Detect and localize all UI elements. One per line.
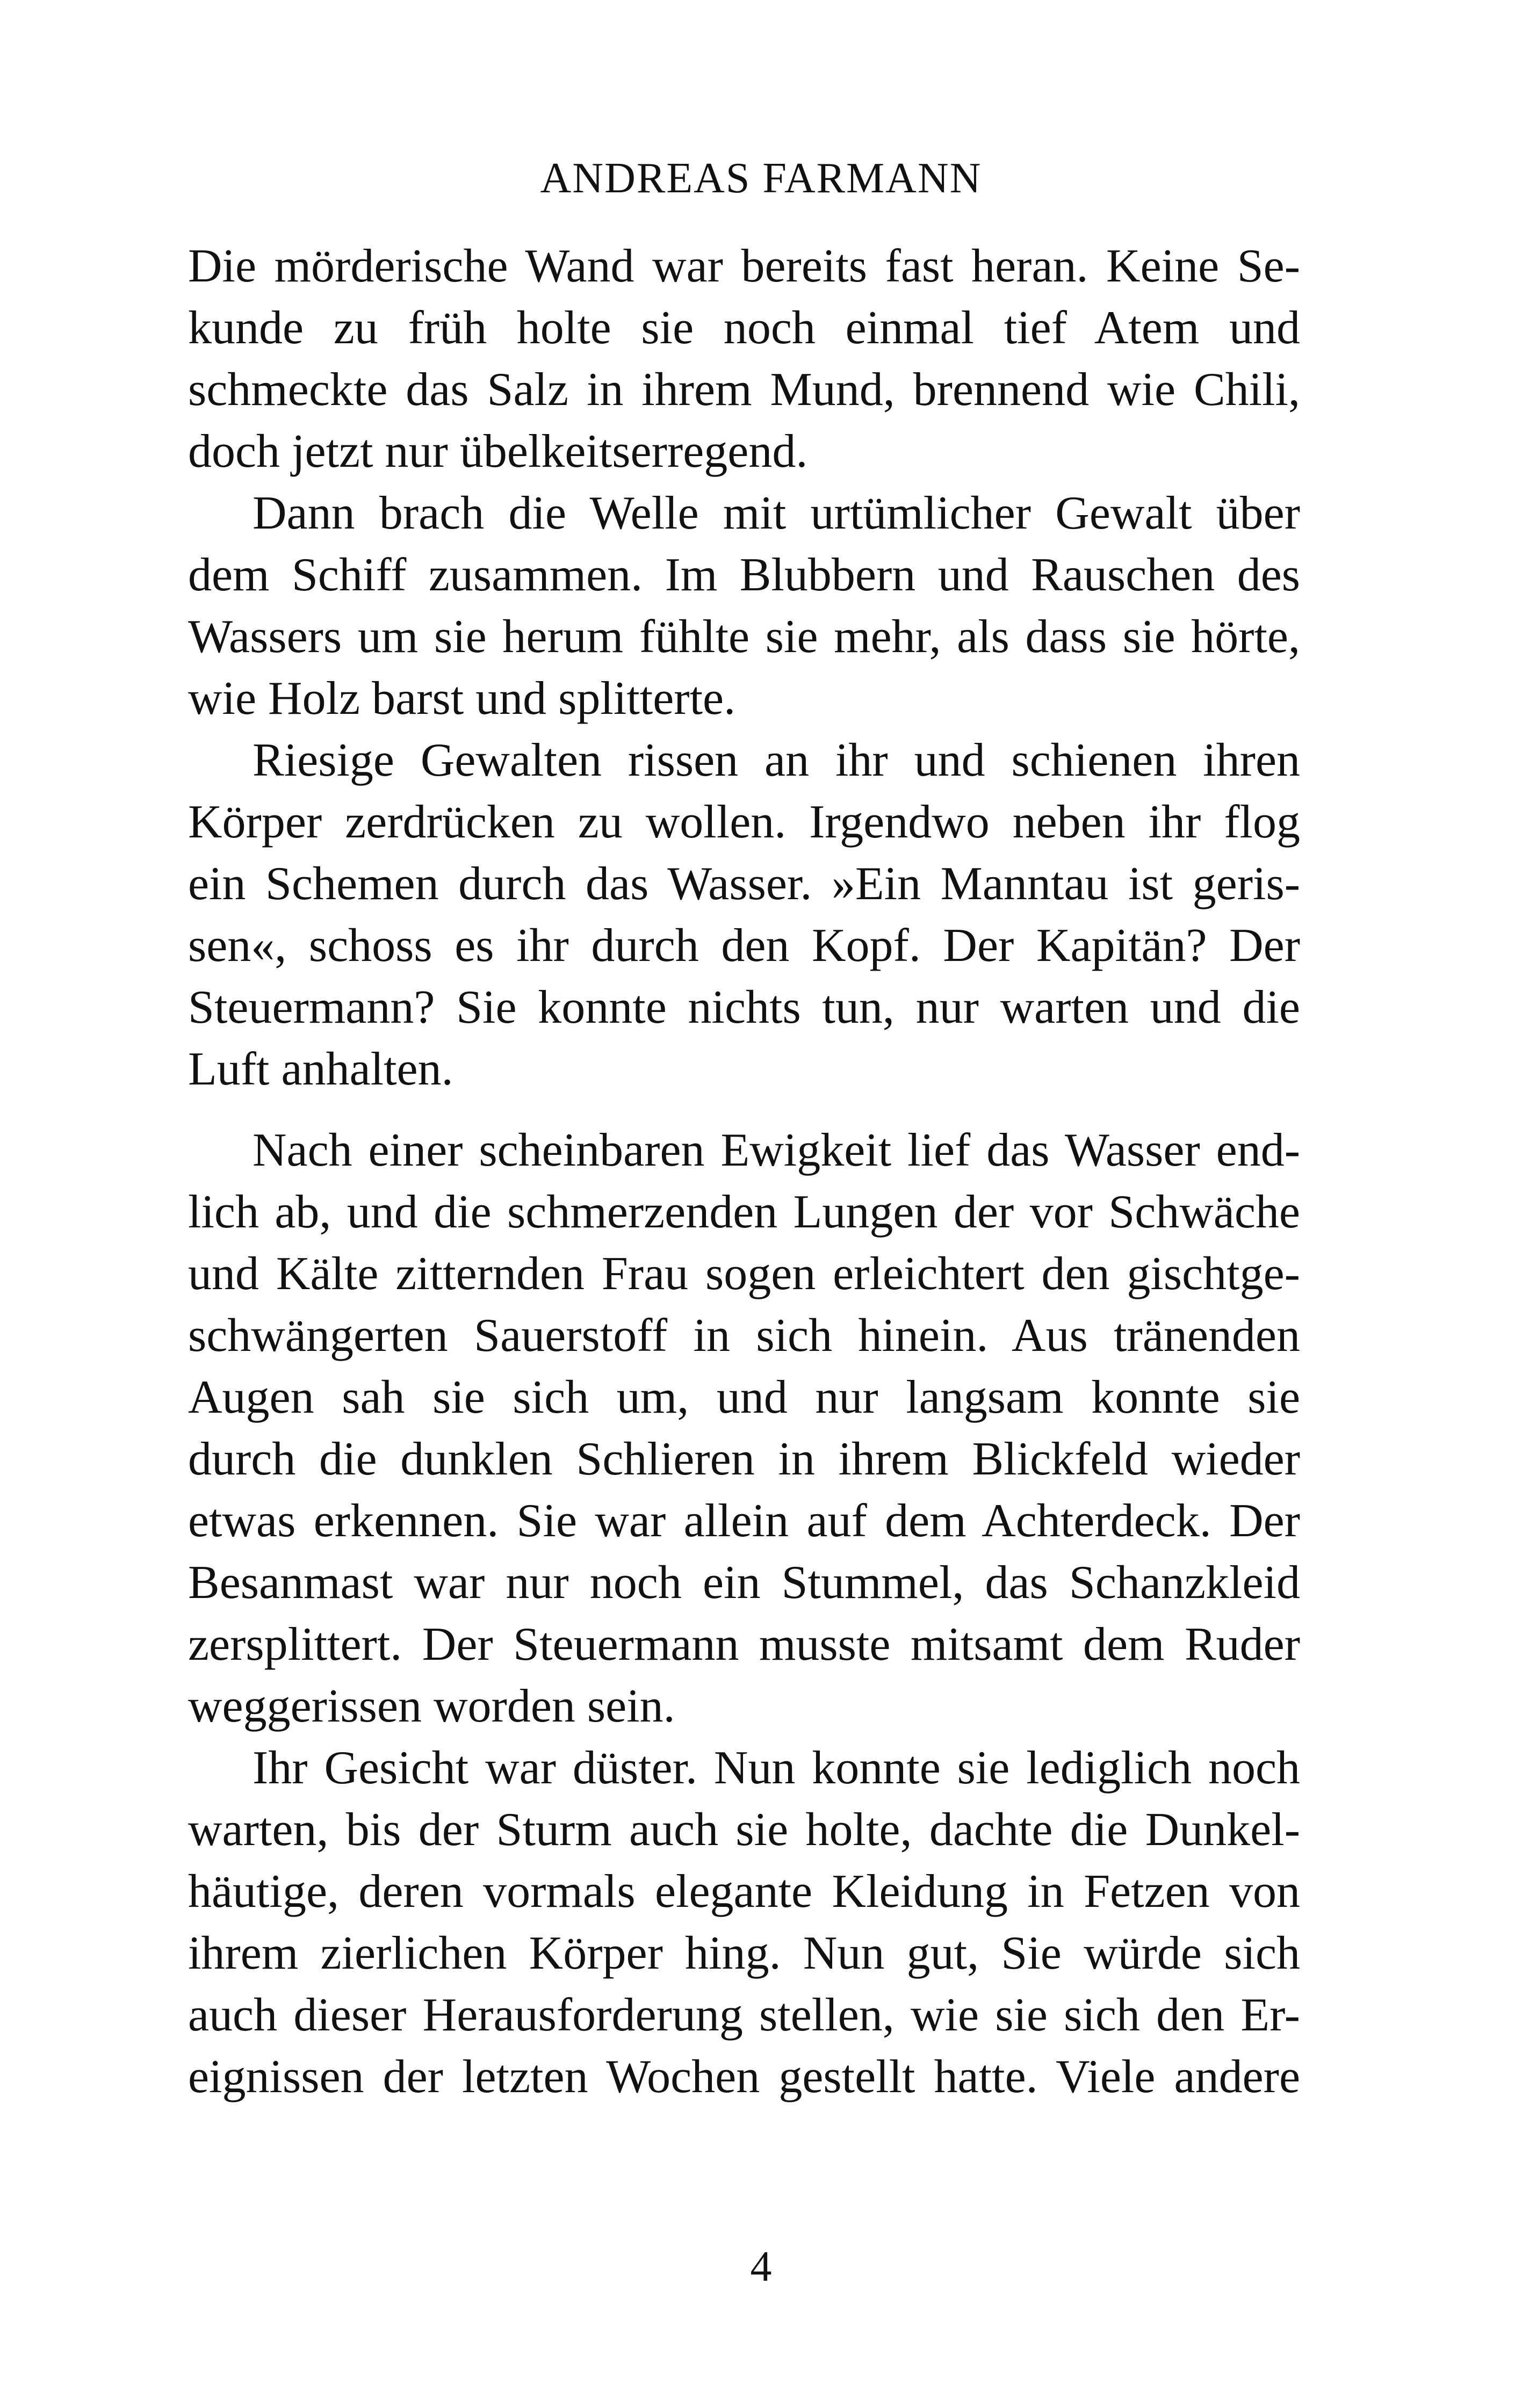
- text-line: und Kälte zitternden Frau sogen erleichtert den gischtge-: [188, 1248, 1300, 1300]
- text-line: dem Schiff zusammen. Im Blubbern und Rauschen des: [188, 549, 1300, 601]
- text-line: ein Schemen durch das Wasser. »Ein Manntau ist geris-: [188, 858, 1300, 910]
- text-section-1: [188, 235, 1300, 1100]
- text-line: Körper zerdrücken zu wollen. Irgendwo neben ihr flog: [188, 796, 1300, 848]
- text-line: durch die dunklen Schlieren in ihrem Blickfeld wieder: [188, 1433, 1300, 1485]
- text-line: Luft anhalten.: [188, 1043, 453, 1095]
- running-head-author: ANDREAS FARMANN: [540, 155, 982, 202]
- text-line: eignissen der letzten Wochen gestellt hatte. Viele andere: [188, 2051, 1300, 2103]
- text-line: häutige, deren vormals elegante Kleidung in Fetzen von: [188, 1865, 1300, 1918]
- text-line: Steuermann? Sie konnte nichts tun, nur warten und die: [188, 981, 1300, 1033]
- text-line: Ihr Gesicht war düster. Nun konnte sie lediglich noch: [253, 1742, 1300, 1794]
- text-line: Besanmast war nur noch ein Stummel, das Schanzkleid: [188, 1557, 1300, 1609]
- text-section-2: [188, 1119, 1300, 2108]
- text-line: zersplittert. Der Steuermann musste mitsamt dem Ruder: [188, 1618, 1300, 1671]
- paragraph: [188, 235, 1300, 482]
- text-line: ihrem zierlichen Körper hing. Nun gut, Sie würde sich: [188, 1927, 1300, 1979]
- text-line: Nach einer scheinbaren Ewigkeit lief das Wasser end-: [253, 1124, 1300, 1176]
- page-number: 4: [750, 2243, 772, 2290]
- text-line: etwas erkennen. Sie war allein auf dem Achterdeck. Der: [188, 1495, 1300, 1547]
- text-line: Augen sah sie sich um, und nur langsam konnte sie: [188, 1371, 1300, 1423]
- text-line: kunde zu früh holte sie noch einmal tief Atem und: [188, 302, 1300, 354]
- text-line: lich ab, und die schmerzenden Lungen der vor Schwäche: [188, 1186, 1300, 1238]
- text-line: schmeckte das Salz in ihrem Mund, brennend wie Chili,: [188, 364, 1300, 416]
- text-line: auch dieser Herausforderung stellen, wie sie sich den Er-: [188, 1989, 1300, 2041]
- text-line: warten, bis der Sturm auch sie holte, dachte die Dunkel-: [188, 1804, 1300, 1856]
- text-line: doch jetzt nur übelkeitserregend.: [188, 425, 808, 478]
- text-line: Die mörderische Wand war bereits fast heran. Keine Se-: [188, 240, 1300, 292]
- text-line: Riesige Gewalten rissen an ihr und schienen ihren: [253, 734, 1300, 786]
- text-line: sen«, schoss es ihr durch den Kopf. Der Kapitän? Der: [188, 920, 1300, 972]
- paragraph: [188, 1119, 1300, 1737]
- text-line: Wassers um sie herum fühlte sie mehr, als dass sie hörte,: [188, 611, 1300, 663]
- text-line: wie Holz barst und splitterte.: [188, 672, 736, 725]
- text-line: weggerissen worden sein.: [188, 1680, 675, 1732]
- paragraph: [188, 729, 1300, 1100]
- paragraph: [188, 482, 1300, 729]
- text-line: schwängerten Sauerstoff in sich hinein. Aus tränenden: [188, 1310, 1300, 1362]
- text-line: Dann brach die Welle mit urtümlicher Gewalt über: [253, 487, 1300, 539]
- paragraph: [188, 1737, 1300, 2108]
